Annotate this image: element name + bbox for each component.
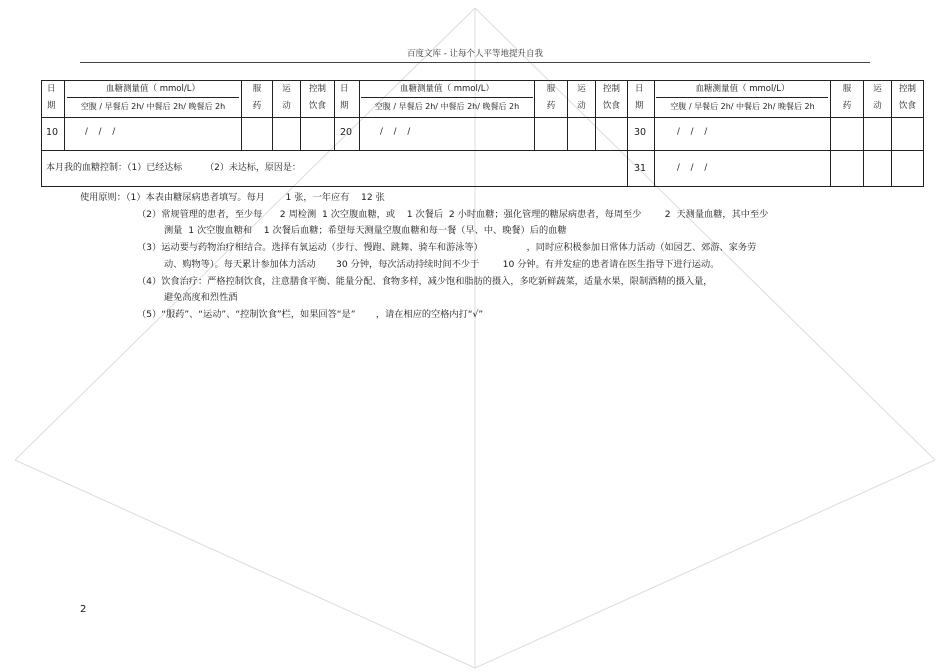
header-sugar: 血糖测量值（ mmol/L） — [695, 84, 790, 94]
table-divider-2 — [334, 80, 335, 151]
header-med-2: 药 — [546, 101, 556, 111]
header-sport-1: 运 — [873, 84, 882, 94]
table-rule-row — [41, 150, 924, 151]
row-day: 10 — [46, 127, 59, 138]
sugar-underline-3 — [656, 97, 828, 98]
header-diet-1: 控制 — [308, 84, 326, 94]
header-med-1: 服 — [842, 84, 852, 94]
note-line-8: （5）“服药”、“运动”、“控制饮食”栏，如果回答“是” ，请在相应的空格内打“√” — [137, 309, 484, 320]
table-divider-3 — [627, 80, 628, 187]
header-med-1: 服 — [252, 84, 262, 94]
header-sugar: 血糖测量值（ mmol/L） — [106, 84, 200, 94]
table-vline — [863, 80, 864, 187]
header-med-2: 药 — [252, 101, 262, 111]
table-vline — [654, 80, 655, 187]
header-sugar: 血糖测量值（ mmol/L） — [400, 84, 494, 94]
header-date-1: 日 — [635, 84, 644, 94]
note-line-4: （3）运动要与药物治疗相结合。选择有氧运动（步行、慢跑、跳舞、骑车和游泳等） ，同时应积极参加日常体力活动（如园艺、郊游、家务劳 — [137, 242, 757, 253]
row-sugar-values[interactable]: / / / — [380, 127, 411, 137]
blood-sugar-table — [41, 80, 924, 187]
header-diet-1: 控制 — [898, 84, 916, 94]
header-date-1: 日 — [47, 84, 56, 94]
header-date-2: 期 — [47, 101, 56, 111]
row-day: 31 — [634, 163, 647, 174]
monthly-summary: 本月我的血糖控制：（1）已经达标 （2）未达标，原因是： — [46, 163, 301, 173]
header-med-1: 服 — [546, 84, 556, 94]
note-line-2: （2）常规管理的患者，至少每 2 周检测 1 次空腹血糖，或 1 次餐后 2 小时血糖；强化管理的糖尿病患者，每周至少 2 天测量血糖，其中至少 — [137, 209, 769, 220]
table-border-right — [923, 80, 924, 187]
table-rule-header — [41, 117, 924, 118]
row-sugar-values[interactable]: / / / — [677, 127, 708, 137]
header-sugar-sub: 空腹 / 早餐后 2h/ 中餐后 2h/ 晚餐后 2h — [80, 102, 226, 111]
page-number: 2 — [80, 604, 87, 615]
header-diet-1: 控制 — [602, 84, 620, 94]
row-day: 20 — [340, 127, 353, 138]
table-vline — [891, 80, 892, 187]
row-sugar-values[interactable]: / / / — [677, 163, 708, 173]
header-rule — [80, 62, 870, 63]
table-border-left — [41, 80, 42, 187]
row-day: 30 — [634, 127, 647, 138]
table-vline — [830, 80, 831, 187]
header-diet-2: 饮食 — [898, 101, 916, 111]
note-line-1: 使用原则：（1）本表由糖尿病患者填写。每月 1 张，一年应有 12 张 — [80, 192, 385, 203]
header-sport-1: 运 — [282, 84, 291, 94]
header-sport-2: 动 — [282, 101, 291, 111]
header-sport-2: 动 — [577, 101, 586, 111]
header-med-2: 药 — [842, 101, 852, 111]
note-line-5: 动、购物等）。每天累计参加体力活动 30 分钟，每次活动持续时间不少于 10 分钟。有并发症的患者请在医生指导下进行运动。 — [164, 259, 720, 270]
header-diet-2: 饮食 — [308, 101, 326, 111]
header-sugar-sub: 空腹 / 早餐后 2h/ 中餐后 2h/ 晚餐后 2h — [374, 102, 520, 111]
header-sugar-sub: 空腹 / 早餐后 2h/ 中餐后 2h/ 晚餐后 2h — [670, 102, 815, 111]
note-line-6: （4）饮食治疗：严格控制饮食，注意膳食平衡、能量分配、食物多样，减少饱和脂肪的摄入，多吃新鲜蔬菜，适量水果，限制酒精的摄入量， — [137, 276, 713, 287]
header-diet-2: 饮食 — [602, 101, 620, 111]
sugar-underline-2 — [361, 97, 533, 98]
note-line-3: 测量 1 次空腹血糖和 1 次餐后血糖；希望每天测量空腹血糖和每一餐（早、中、晚餐）后的血糖 — [164, 225, 567, 236]
sugar-underline-1 — [67, 97, 239, 98]
header-date-1: 日 — [340, 84, 349, 94]
header-sport-2: 动 — [873, 101, 882, 111]
header-date-2: 期 — [635, 101, 644, 111]
note-line-7: 避免高度和烈性酒 — [164, 292, 238, 303]
table-border-top — [41, 80, 924, 81]
header-date-2: 期 — [340, 101, 349, 111]
row-sugar-values[interactable]: / / / — [85, 127, 116, 137]
header-sport-1: 运 — [577, 84, 586, 94]
page-header: 百度文库 - 让每个人平等地提升自我 — [407, 49, 543, 59]
table-border-bottom — [41, 186, 924, 187]
